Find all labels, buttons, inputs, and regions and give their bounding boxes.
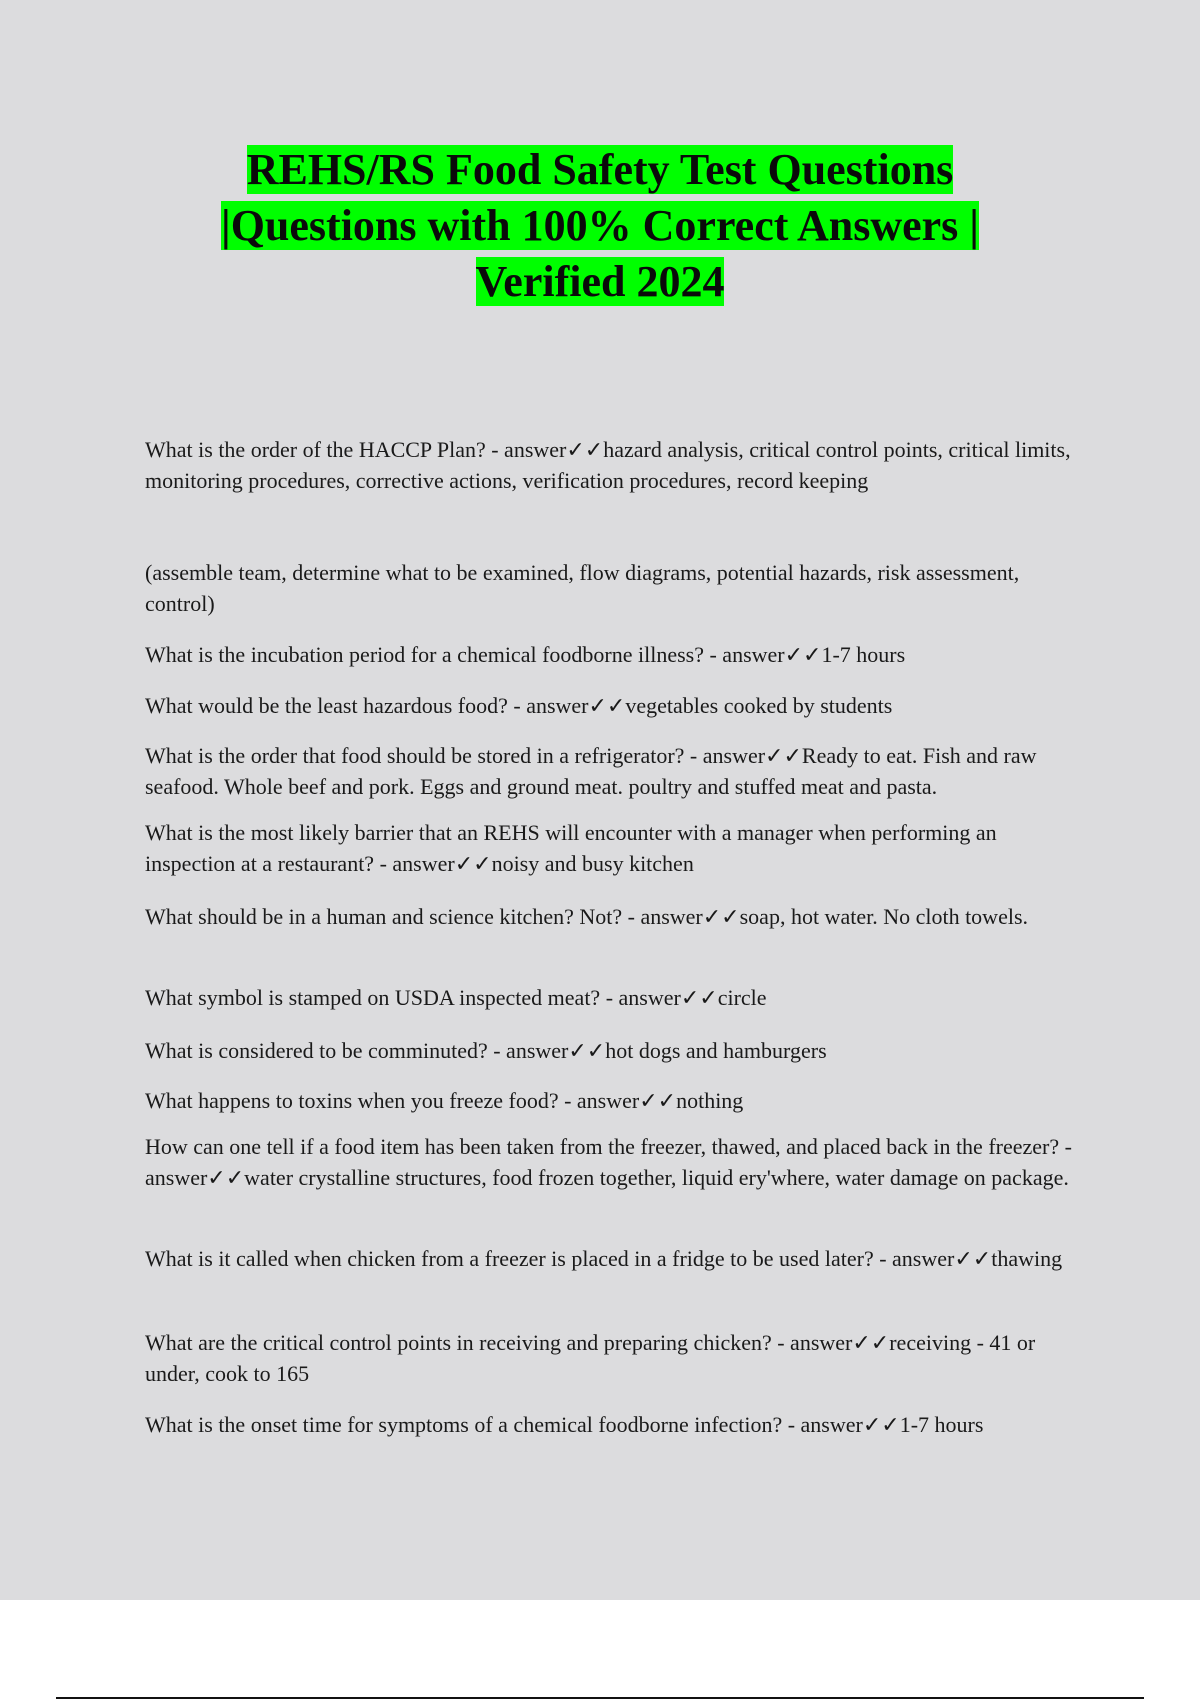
footer-divider [56, 1697, 1144, 1699]
qa-entry: What symbol is stamped on USDA inspected meat? - answer✓✓circle [145, 985, 767, 1010]
qa-entry: What is considered to be comminuted? - answer✓✓hot dogs and hamburgers [145, 1038, 827, 1063]
qa-entry: What is the order of the HACCP Plan? - answer✓✓hazard analysis, critical control points, critical limits, monitoring procedures, corrective actions, verification procedures, record keeping [145, 437, 1071, 493]
document-title: REHS/RS Food Safety Test Questions |Questions with 100% Correct Answers | Verified 2024 [221, 145, 979, 306]
qa-entry: What should be in a human and science kitchen? Not? - answer✓✓soap, hot water. No cloth towels. [145, 904, 1029, 929]
qa-entry: What is the incubation period for a chemical foodborne illness? - answer✓✓1-7 hours [145, 642, 906, 667]
qa-entry: What is the order that food should be stored in a refrigerator? - answer✓✓Ready to eat. Fish and raw seafood. Whole beef and pork. Eggs and ground meat. poultry and stuffed meat and pasta. [145, 743, 1037, 799]
qa-entry: What happens to toxins when you freeze food? - answer✓✓nothing [145, 1088, 744, 1113]
qa-entry: What is the most likely barrier that an REHS will encounter with a manager when performing an inspection at a restaurant? - answer✓✓noisy and busy kitchen [145, 820, 997, 876]
qa-entry: What would be the least hazardous food? - answer✓✓vegetables cooked by students [145, 693, 893, 718]
qa-entry: What is it called when chicken from a freezer is placed in a fridge to be used later? - answer✓✓thawing [145, 1246, 1063, 1271]
qa-entry: (assemble team, determine what to be examined, flow diagrams, potential hazards, risk assessment, control) [145, 560, 1020, 616]
qa-entry: What are the critical control points in receiving and preparing chicken? - answer✓✓receiving - 41 or under, cook to 165 [145, 1330, 1036, 1386]
qa-entry: How can one tell if a food item has been taken from the freezer, thawed, and placed back in the freezer? - answer✓✓water crystalline structures, food frozen together, liquid ery'where, water damage on package. [145, 1134, 1072, 1190]
qa-entry: What is the onset time for symptoms of a chemical foodborne infection? - answer✓✓1-7 hours [145, 1412, 984, 1437]
title-area [0, 142, 1200, 310]
